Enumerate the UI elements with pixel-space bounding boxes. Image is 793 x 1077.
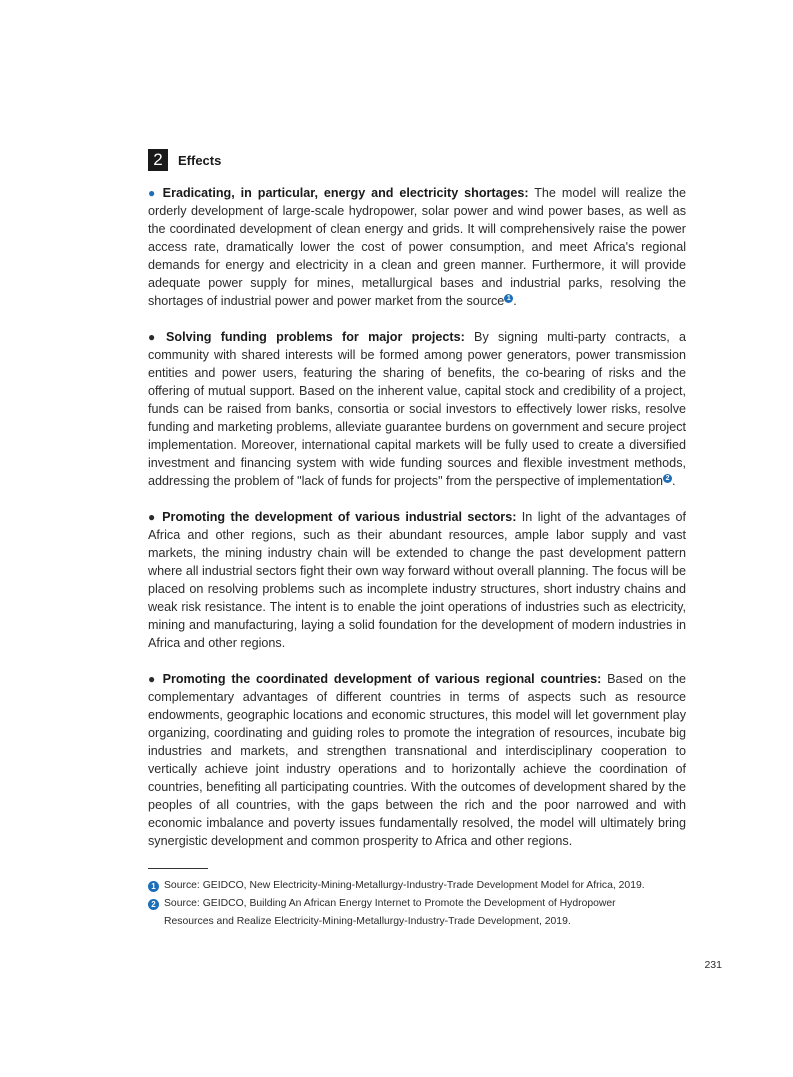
paragraph-body: By signing multi-party contracts, a community with shared interests will be formed among power generators, power transmission entities and power users, featuring the sharing of benefits, the co-bearing of risks and the offering of mutual support. Based on the inherent value, capital stock and credibility of a project, funds can be raised from banks, consortia or social investors to effectively lower risks, resolve funding and marketing problems, alleviate guarantee burdens on government and secure project implementation. Moreover, international capital markets will be fully used to create a diversified investment and financing system with wide funding sources and flexible investment methods, addressing the problem of "lack of funds for projects" from the perspective of implementation [148, 330, 687, 488]
footnote-text: Source: GEIDCO, New Electricity-Mining-Metallurgy-Industry-Trade Development Model for Africa, 2019. [164, 880, 645, 891]
section-title: Effects [178, 152, 222, 168]
paragraph-body: In light of the advantages of Africa and other regions, such as their abundant resources, ample labor supply and vast markets, the mining industry chain will be extended to change the past development pattern where all industrial sectors fight their own way forward without overall planning. The focus will be placed on resolving problems such as incomplete industry structures, short industry chains and weak risk resistance. The intent is to enable the joint operations of industries such as electricity, mining and manufacturing, laying a solid foundation for the development of modern industries in Africa and other regions. [148, 510, 687, 650]
footnote-2 [148, 895, 686, 931]
footnote-ref-1[interactable]: 1 [504, 294, 513, 303]
paragraph-funding [148, 328, 686, 490]
paragraph-body: Based on the complementary advantages of different countries in terms of aspects such as resource endowments, geographic locations and economic structures, this model will let government play organizing, coordinating and guiding roles to promote the integration of resources, incubate big industries and markets, and strengthen transnational and interdisciplinary cooperation to vertically achieve joint industry operations and to horizontally achieve the coordination of countries, benefiting all participating countries. With the outcomes of development shared by the peoples of all countries, with the gaps between the rich and the poor narrowed and with economic imbalance and poverty issues fundamentally resolved, the model will ultimately bring synergistic development and common prosperity to Africa and other regions. [148, 672, 686, 848]
footnote-divider [148, 868, 208, 869]
paragraph-energy-shortages [148, 184, 686, 310]
footnote-marker-icon: 1 [148, 881, 159, 892]
footnote-marker-icon: 2 [148, 899, 159, 910]
paragraph-lead: Promoting the development of various industrial sectors: [162, 510, 517, 524]
paragraph-end: . [672, 474, 676, 488]
paragraph-body: The model will realize the orderly development of large-scale hydropower, solar power and wind power bases, as well as the coordinated development of clean energy and grids. It will comprehensively raise the power access rate, dramatically lower the cost of power consumption, and meet Africa's regional demands for energy and electricity in a clean and green manner. Furthermore, it will provide adequate power supply for mines, metallurgical bases and industrial parks, resolving the shortages of industrial power and power market from the source [148, 186, 686, 308]
bullet-icon: ● [148, 510, 158, 524]
bullet-icon: ● [148, 672, 158, 686]
bullet-icon: ● [148, 330, 161, 344]
footnote-1 [148, 877, 686, 895]
page-number: 231 [704, 959, 722, 971]
paragraph-regional-countries [148, 670, 686, 850]
paragraph-lead: Solving funding problems for major projects: [166, 330, 465, 344]
bullet-icon: ● [148, 186, 158, 200]
footnote-text: Source: GEIDCO, Building An African Energy Internet to Promote the Development of Hydropower [164, 898, 616, 909]
paragraph-end: . [513, 294, 517, 308]
paragraph-lead: Promoting the coordinated development of various regional countries: [162, 672, 602, 686]
page-content [148, 0, 722, 1001]
paragraph-lead: Eradicating, in particular, energy and electricity shortages: [162, 186, 529, 200]
section-heading [148, 149, 686, 171]
footnote-ref-2[interactable]: 2 [663, 474, 672, 483]
footnote-text-continued: Resources and Realize Electricity-Mining-Metallurgy-Industry-Trade Development, 2019. [164, 916, 571, 927]
paragraph-industrial-sectors [148, 508, 686, 652]
section-number: 2 [148, 149, 168, 171]
